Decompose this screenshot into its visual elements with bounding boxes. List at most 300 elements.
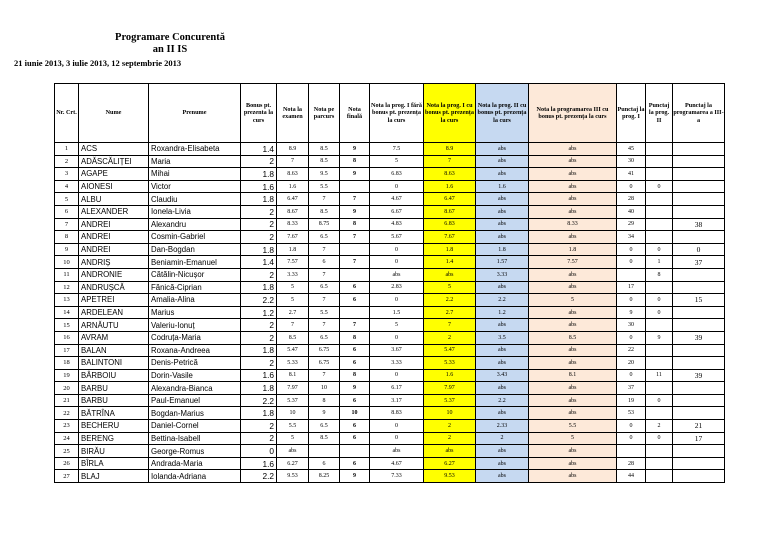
cell-nume: APETREI: [79, 294, 149, 307]
cell-nota-parcurs: 7: [309, 369, 340, 382]
cell-punctaj2: 0: [646, 306, 673, 319]
cell-punctaj2: [646, 218, 673, 231]
cell-nr: 17: [55, 344, 79, 357]
cell-prenume: Cosmin-Gabriel: [149, 231, 241, 244]
header-bonus: Bonus pt. prezenta la curs: [241, 84, 277, 143]
cell-prenume: Cătălin-Nicușor: [149, 268, 241, 281]
cell-punctaj1: 9: [617, 306, 646, 319]
cell-nume: ADĂSCĂLIȚEI: [79, 155, 149, 168]
table-row: [55, 218, 725, 231]
cell-bonus: 2: [241, 155, 277, 168]
cell-punctaj2: [646, 319, 673, 332]
cell-punctaj3: [673, 407, 725, 420]
cell-nota-parcurs: 8.25: [309, 470, 340, 483]
cell-nota-finala: 8: [340, 155, 370, 168]
cell-prenume: Iolanda-Adriana: [149, 470, 241, 483]
cell-prog3-cu-bonus: abs: [529, 357, 617, 370]
cell-punctaj3: [673, 306, 725, 319]
cell-punctaj2: [646, 143, 673, 156]
cell-nume: BĂTRÎNA: [79, 407, 149, 420]
cell-prog1-cu-bonus: 7.67: [424, 231, 476, 244]
table-row: [55, 205, 725, 218]
cell-prog1-fara-bonus: 4.83: [370, 218, 424, 231]
cell-punctaj2: [646, 445, 673, 458]
cell-nr: 6: [55, 205, 79, 218]
cell-punctaj2: 2: [646, 420, 673, 433]
cell-punctaj2: 11: [646, 369, 673, 382]
cell-nota-finala: [340, 306, 370, 319]
cell-nota-examen: 7: [277, 155, 309, 168]
cell-prog1-fara-bonus: abs: [370, 268, 424, 281]
header-prog2-cu-bonus: Nota la prog. II cu bonus pt. prezența la curs: [476, 84, 529, 143]
cell-nr: 8: [55, 231, 79, 244]
cell-nota-finala: 8: [340, 331, 370, 344]
cell-prog3-cu-bonus: 8.5: [529, 331, 617, 344]
cell-punctaj3: 39: [673, 369, 725, 382]
cell-nr: 27: [55, 470, 79, 483]
cell-nota-finala: 7: [340, 256, 370, 269]
table-row: [55, 256, 725, 269]
cell-prenume: Victor: [149, 180, 241, 193]
cell-bonus: 2: [241, 420, 277, 433]
table-row: [55, 231, 725, 244]
cell-nume: ARDELEAN: [79, 306, 149, 319]
cell-punctaj3: [673, 281, 725, 294]
cell-punctaj3: [673, 319, 725, 332]
cell-prog3-cu-bonus: abs: [529, 319, 617, 332]
cell-nume: BIRĂU: [79, 445, 149, 458]
cell-punctaj1: 30: [617, 155, 646, 168]
cell-nume: ANDREI: [79, 218, 149, 231]
cell-prog1-fara-bonus: 5: [370, 319, 424, 332]
cell-nota-examen: 7.67: [277, 231, 309, 244]
cell-prog1-fara-bonus: 0: [370, 294, 424, 307]
cell-punctaj1: 22: [617, 344, 646, 357]
table-row: [55, 268, 725, 281]
cell-punctaj1: 30: [617, 319, 646, 332]
cell-punctaj2: 0: [646, 294, 673, 307]
table-row: [55, 457, 725, 470]
cell-punctaj3: [673, 470, 725, 483]
cell-nume: BECHERU: [79, 420, 149, 433]
cell-prog2-cu-bonus: 2.2: [476, 294, 529, 307]
cell-nota-finala: 9: [340, 382, 370, 395]
cell-prog1-fara-bonus: 8.83: [370, 407, 424, 420]
cell-prenume: Dan-Bogdan: [149, 243, 241, 256]
cell-nota-examen: 1.8: [277, 243, 309, 256]
cell-prog1-cu-bonus: 2: [424, 420, 476, 433]
cell-nota-finala: 7: [340, 319, 370, 332]
cell-punctaj1: 40: [617, 205, 646, 218]
document-subtitle: an II IS: [152, 44, 188, 55]
cell-prog1-fara-bonus: 3.17: [370, 394, 424, 407]
cell-prenume: Bettina-Isabell: [149, 432, 241, 445]
cell-bonus: 2: [241, 205, 277, 218]
cell-nota-parcurs: 9: [309, 407, 340, 420]
cell-nr: 19: [55, 369, 79, 382]
cell-punctaj3: 37: [673, 256, 725, 269]
cell-nota-examen: 5: [277, 432, 309, 445]
cell-prog1-cu-bonus: 8.9: [424, 143, 476, 156]
cell-nota-finala: [340, 445, 370, 458]
cell-prog3-cu-bonus: abs: [529, 193, 617, 206]
cell-punctaj1: 44: [617, 470, 646, 483]
cell-nume: ARNĂUTU: [79, 319, 149, 332]
cell-prenume: Paul-Emanuel: [149, 394, 241, 407]
table-row: [55, 357, 725, 370]
cell-nota-parcurs: 8.75: [309, 218, 340, 231]
cell-prog3-cu-bonus: 8.1: [529, 369, 617, 382]
cell-nota-examen: 3.33: [277, 268, 309, 281]
cell-nr: 9: [55, 243, 79, 256]
cell-nota-finala: 7: [340, 193, 370, 206]
table-row: [55, 281, 725, 294]
cell-prog1-fara-bonus: 1.5: [370, 306, 424, 319]
cell-nume: ALEXANDER: [79, 205, 149, 218]
cell-prenume: Maria: [149, 155, 241, 168]
cell-nr: 3: [55, 168, 79, 181]
cell-nota-examen: 5.37: [277, 394, 309, 407]
cell-nota-parcurs: 5.5: [309, 180, 340, 193]
cell-bonus: 1.2: [241, 306, 277, 319]
cell-prog1-cu-bonus: 6.83: [424, 218, 476, 231]
cell-punctaj3: [673, 394, 725, 407]
cell-prog1-cu-bonus: 6.47: [424, 193, 476, 206]
cell-prenume: Roxana-Andreea: [149, 344, 241, 357]
cell-prog1-fara-bonus: 5: [370, 155, 424, 168]
cell-nota-examen: 7: [277, 319, 309, 332]
table-row: [55, 155, 725, 168]
cell-nr: 2: [55, 155, 79, 168]
cell-nota-parcurs: 7: [309, 294, 340, 307]
cell-prog1-cu-bonus: 5.37: [424, 394, 476, 407]
cell-nr: 11: [55, 268, 79, 281]
cell-punctaj3: [673, 205, 725, 218]
cell-bonus: 1.4: [241, 143, 277, 156]
cell-nr: 24: [55, 432, 79, 445]
cell-nota-finala: 9: [340, 470, 370, 483]
cell-nume: BÎRLA: [79, 457, 149, 470]
cell-punctaj1: 41: [617, 168, 646, 181]
cell-punctaj3: [673, 180, 725, 193]
cell-prenume: George-Romus: [149, 445, 241, 458]
cell-prog2-cu-bonus: 3.33: [476, 268, 529, 281]
cell-nume: BLAJ: [79, 470, 149, 483]
cell-prog3-cu-bonus: 5.5: [529, 420, 617, 433]
cell-nota-finala: 6: [340, 432, 370, 445]
cell-punctaj2: 0: [646, 243, 673, 256]
cell-punctaj1: 0: [617, 420, 646, 433]
cell-prenume: Mihai: [149, 168, 241, 181]
cell-prog1-fara-bonus: 6.67: [370, 205, 424, 218]
cell-punctaj1: 0: [617, 294, 646, 307]
cell-punctaj1: 0: [617, 243, 646, 256]
cell-punctaj1: 17: [617, 281, 646, 294]
cell-punctaj2: [646, 168, 673, 181]
cell-punctaj2: [646, 231, 673, 244]
cell-punctaj2: 0: [646, 180, 673, 193]
cell-prog1-cu-bonus: 7: [424, 155, 476, 168]
cell-bonus: 2: [241, 432, 277, 445]
cell-nota-finala: 6: [340, 420, 370, 433]
cell-prog2-cu-bonus: 3.5: [476, 331, 529, 344]
cell-prog3-cu-bonus: abs: [529, 180, 617, 193]
cell-nota-examen: 8.33: [277, 218, 309, 231]
cell-nota-parcurs: 6.75: [309, 357, 340, 370]
cell-nume: AIONESI: [79, 180, 149, 193]
cell-punctaj1: 34: [617, 231, 646, 244]
cell-bonus: 2: [241, 231, 277, 244]
cell-prog1-cu-bonus: 5.33: [424, 357, 476, 370]
cell-nota-examen: 8.67: [277, 205, 309, 218]
cell-prenume: Alexandru: [149, 218, 241, 231]
header-punctaj2: Punctaj la prog. II: [646, 84, 673, 143]
cell-prog1-cu-bonus: 7: [424, 319, 476, 332]
cell-prog2-cu-bonus: 2: [476, 432, 529, 445]
cell-prog3-cu-bonus: abs: [529, 306, 617, 319]
cell-prog2-cu-bonus: 2.33: [476, 420, 529, 433]
cell-prog1-fara-bonus: 7.33: [370, 470, 424, 483]
cell-punctaj3: 38: [673, 218, 725, 231]
cell-punctaj2: 8: [646, 268, 673, 281]
cell-punctaj3: [673, 268, 725, 281]
cell-bonus: 1.6: [241, 457, 277, 470]
cell-prog1-cu-bonus: 1.6: [424, 369, 476, 382]
cell-nota-parcurs: 6.5: [309, 420, 340, 433]
cell-punctaj1: 28: [617, 457, 646, 470]
cell-bonus: 2: [241, 218, 277, 231]
cell-prog2-cu-bonus: abs: [476, 205, 529, 218]
cell-bonus: 2: [241, 268, 277, 281]
cell-bonus: 1.8: [241, 193, 277, 206]
cell-punctaj3: [673, 357, 725, 370]
cell-prog2-cu-bonus: abs: [476, 193, 529, 206]
cell-nota-parcurs: 6: [309, 457, 340, 470]
cell-nota-examen: 6.47: [277, 193, 309, 206]
table-row: [55, 407, 725, 420]
cell-bonus: 2.2: [241, 394, 277, 407]
cell-prog2-cu-bonus: abs: [476, 457, 529, 470]
cell-bonus: 0: [241, 445, 277, 458]
cell-punctaj3: [673, 193, 725, 206]
cell-bonus: 2: [241, 319, 277, 332]
cell-nume: ANDRUȘCĂ: [79, 281, 149, 294]
cell-punctaj1: 0: [617, 432, 646, 445]
cell-nr: 4: [55, 180, 79, 193]
cell-punctaj2: [646, 344, 673, 357]
cell-bonus: 1.8: [241, 168, 277, 181]
header-nume: Nume: [79, 84, 149, 143]
cell-punctaj3: [673, 168, 725, 181]
cell-prog1-fara-bonus: 0: [370, 369, 424, 382]
cell-prog2-cu-bonus: abs: [476, 344, 529, 357]
cell-punctaj1: [617, 268, 646, 281]
header-prog1-fara-bonus: Nota la prog. I fără bonus pt. prezența la curs: [370, 84, 424, 143]
cell-prog1-cu-bonus: 10: [424, 407, 476, 420]
cell-punctaj2: [646, 457, 673, 470]
cell-prog1-cu-bonus: abs: [424, 268, 476, 281]
cell-nota-finala: [340, 180, 370, 193]
cell-prog3-cu-bonus: abs: [529, 268, 617, 281]
cell-punctaj1: [617, 445, 646, 458]
table-row: [55, 243, 725, 256]
header-row: [55, 84, 725, 143]
table-row: [55, 369, 725, 382]
cell-nr: 16: [55, 331, 79, 344]
cell-bonus: 1.6: [241, 180, 277, 193]
cell-prog1-cu-bonus: 6.27: [424, 457, 476, 470]
cell-nota-examen: 5.47: [277, 344, 309, 357]
cell-prog1-fara-bonus: 0: [370, 432, 424, 445]
cell-nota-examen: 5: [277, 294, 309, 307]
cell-prog2-cu-bonus: abs: [476, 407, 529, 420]
cell-prog2-cu-bonus: abs: [476, 218, 529, 231]
cell-nota-examen: 8.9: [277, 143, 309, 156]
cell-nota-examen: 9.53: [277, 470, 309, 483]
cell-nume: AGAPE: [79, 168, 149, 181]
cell-nota-finala: 7: [340, 231, 370, 244]
cell-punctaj3: [673, 457, 725, 470]
cell-punctaj3: [673, 155, 725, 168]
cell-prog1-fara-bonus: 4.67: [370, 193, 424, 206]
cell-nota-parcurs: 6.5: [309, 281, 340, 294]
cell-prog3-cu-bonus: 5: [529, 432, 617, 445]
cell-nota-examen: 2.7: [277, 306, 309, 319]
cell-nota-parcurs: 8: [309, 394, 340, 407]
cell-prog2-cu-bonus: abs: [476, 470, 529, 483]
cell-nr: 26: [55, 457, 79, 470]
cell-nota-examen: 7.97: [277, 382, 309, 395]
cell-nota-examen: 5: [277, 281, 309, 294]
cell-nr: 25: [55, 445, 79, 458]
header-punctaj3: Punctaj la programarea a III-a: [673, 84, 725, 143]
cell-prog3-cu-bonus: abs: [529, 143, 617, 156]
cell-punctaj1: 0: [617, 180, 646, 193]
cell-prog3-cu-bonus: abs: [529, 205, 617, 218]
cell-nume: ACS: [79, 143, 149, 156]
cell-punctaj1: 53: [617, 407, 646, 420]
cell-prenume: Denis-Petrică: [149, 357, 241, 370]
cell-nr: 20: [55, 382, 79, 395]
cell-punctaj1: 0: [617, 256, 646, 269]
cell-punctaj2: [646, 357, 673, 370]
cell-nume: BARBU: [79, 382, 149, 395]
cell-prog1-cu-bonus: 2.7: [424, 306, 476, 319]
cell-nota-parcurs: 6.5: [309, 231, 340, 244]
cell-punctaj3: [673, 231, 725, 244]
cell-prog3-cu-bonus: abs: [529, 394, 617, 407]
cell-punctaj1: 0: [617, 369, 646, 382]
cell-bonus: 2.2: [241, 470, 277, 483]
cell-prog1-fara-bonus: 0: [370, 243, 424, 256]
cell-punctaj2: 0: [646, 394, 673, 407]
cell-prog1-fara-bonus: 0: [370, 256, 424, 269]
cell-prenume: Valeriu-Ionuț: [149, 319, 241, 332]
cell-nota-examen: 8.63: [277, 168, 309, 181]
cell-punctaj2: 9: [646, 331, 673, 344]
cell-nota-parcurs: [309, 445, 340, 458]
cell-prog1-fara-bonus: 4.67: [370, 457, 424, 470]
cell-punctaj1: 0: [617, 331, 646, 344]
cell-prog2-cu-bonus: 2.2: [476, 394, 529, 407]
cell-prog1-cu-bonus: 8.67: [424, 205, 476, 218]
cell-nr: 21: [55, 394, 79, 407]
cell-nota-examen: 8.1: [277, 369, 309, 382]
cell-prog2-cu-bonus: abs: [476, 168, 529, 181]
cell-nota-examen: 10: [277, 407, 309, 420]
cell-punctaj3: [673, 344, 725, 357]
cell-nota-finala: [340, 243, 370, 256]
cell-prog2-cu-bonus: 3.43: [476, 369, 529, 382]
cell-prog1-cu-bonus: 1.8: [424, 243, 476, 256]
table-row: [55, 319, 725, 332]
cell-nota-finala: 10: [340, 407, 370, 420]
cell-punctaj3: 15: [673, 294, 725, 307]
cell-nota-finala: 6: [340, 294, 370, 307]
cell-punctaj3: [673, 382, 725, 395]
table-row: [55, 294, 725, 307]
cell-nota-examen: abs: [277, 445, 309, 458]
cell-prog1-fara-bonus: abs: [370, 445, 424, 458]
cell-prog1-fara-bonus: 6.17: [370, 382, 424, 395]
cell-prog1-fara-bonus: 6.83: [370, 168, 424, 181]
table-row: [55, 306, 725, 319]
cell-prog3-cu-bonus: abs: [529, 457, 617, 470]
cell-bonus: 2.2: [241, 294, 277, 307]
cell-prog3-cu-bonus: abs: [529, 470, 617, 483]
cell-nota-finala: 6: [340, 357, 370, 370]
cell-nr: 12: [55, 281, 79, 294]
cell-punctaj1: 29: [617, 218, 646, 231]
cell-punctaj2: [646, 155, 673, 168]
document-title: Programare Concurentă: [115, 32, 225, 43]
cell-prog1-cu-bonus: 1.6: [424, 180, 476, 193]
cell-prog3-cu-bonus: 7.57: [529, 256, 617, 269]
cell-nota-finala: 6: [340, 281, 370, 294]
cell-nota-examen: 8.5: [277, 331, 309, 344]
cell-nota-finala: 8: [340, 369, 370, 382]
cell-nume: BALAN: [79, 344, 149, 357]
cell-prenume: Dorin-Vasile: [149, 369, 241, 382]
cell-prenume: Claudiu: [149, 193, 241, 206]
cell-prog3-cu-bonus: 8.33: [529, 218, 617, 231]
cell-punctaj3: [673, 143, 725, 156]
cell-punctaj3: 39: [673, 331, 725, 344]
cell-nume: ALBU: [79, 193, 149, 206]
table-row: [55, 344, 725, 357]
cell-nr: 7: [55, 218, 79, 231]
cell-prog1-cu-bonus: 5.47: [424, 344, 476, 357]
cell-punctaj2: [646, 407, 673, 420]
cell-prog2-cu-bonus: abs: [476, 155, 529, 168]
cell-prenume: Daniel-Cornel: [149, 420, 241, 433]
cell-prog1-cu-bonus: 9.53: [424, 470, 476, 483]
cell-prog1-fara-bonus: 0: [370, 331, 424, 344]
cell-punctaj2: [646, 281, 673, 294]
table-row: [55, 470, 725, 483]
cell-prog1-cu-bonus: 2: [424, 432, 476, 445]
header-prog1-cu-bonus: Nota la prog. I cu bonus pt. prezența la curs: [424, 84, 476, 143]
cell-prog2-cu-bonus: abs: [476, 143, 529, 156]
cell-prog2-cu-bonus: abs: [476, 445, 529, 458]
cell-prog1-fara-bonus: 3.67: [370, 344, 424, 357]
cell-nr: 15: [55, 319, 79, 332]
table-row: [55, 180, 725, 193]
cell-punctaj2: 1: [646, 256, 673, 269]
cell-prog3-cu-bonus: abs: [529, 168, 617, 181]
cell-nota-finala: 9: [340, 205, 370, 218]
cell-bonus: 1.8: [241, 281, 277, 294]
